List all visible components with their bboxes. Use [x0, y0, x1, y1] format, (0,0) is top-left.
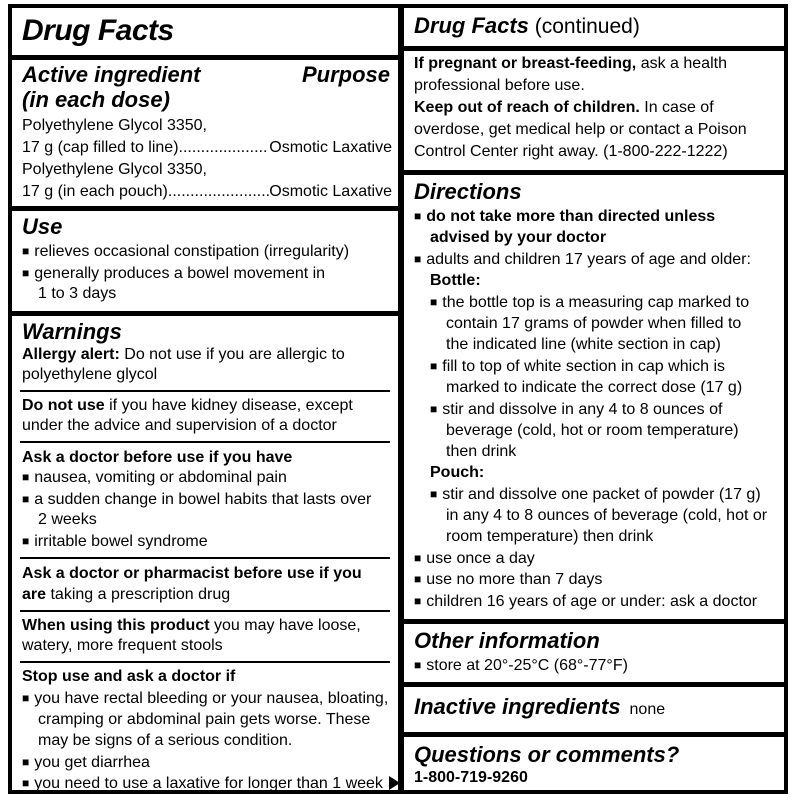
directions-heading: Directions	[414, 179, 522, 204]
pouch-item-continued: in any 4 to 8 ounces of beverage (cold, hot or	[446, 507, 768, 524]
divider	[20, 441, 390, 443]
divider	[12, 55, 398, 60]
right-column	[404, 8, 784, 790]
use-item-continued: 1 to 3 days	[38, 285, 117, 302]
ingredient-dose: 17 g (in each pouch)	[22, 183, 168, 200]
divider	[12, 206, 398, 211]
when-using: When using this product you may have loose,	[22, 617, 361, 634]
ingredient-purpose: Osmotic Laxative	[269, 183, 392, 200]
continued-arrow-icon	[389, 776, 400, 790]
inactive-ingredients-heading: Inactive ingredients	[414, 694, 621, 719]
do-not-use-continued: under the advice and supervision of a doctor	[22, 417, 337, 434]
divider	[20, 390, 390, 392]
allergy-alert-continued: polyethylene glycol	[22, 366, 158, 383]
use-heading: Use	[22, 214, 63, 239]
stop-use-item: ■ you need to use a laxative for longer than 1 week	[22, 774, 392, 794]
divider	[12, 311, 398, 316]
ask-pharmacist-continued: are taking a prescription drug	[22, 586, 231, 603]
stop-use-item: ■ you get diarrhea	[22, 753, 392, 773]
directions-item-continued: advised by your doctor	[430, 229, 607, 246]
drug-facts-panel	[8, 4, 788, 794]
divider	[404, 682, 784, 687]
bottle-item-continued: then drink	[446, 443, 517, 460]
drug-facts-title: Drug Facts	[22, 14, 174, 47]
stop-use-item-continued: may be signs of a serious condition.	[38, 732, 293, 749]
bottle-item-continued: beverage (cold, hot or room temperature)	[446, 422, 739, 439]
stop-use-item: ■ you have rectal bleeding or your nausea, bloating,	[22, 689, 392, 709]
ask-doctor-item: ■ a sudden change in bowel habits that lasts over	[22, 490, 392, 510]
poison-control-line: Control Center right away. (1-800-222-1222)	[414, 143, 728, 160]
ask-pharmacist-heading: Ask a doctor or pharmacist before use if you	[22, 565, 362, 582]
when-using-continued: watery, more frequent stools	[22, 637, 223, 654]
divider	[404, 46, 784, 51]
ingredient-line: Polyethylene Glycol 3350,	[22, 117, 207, 134]
bottle-item: ■ stir and dissolve in any 4 to 8 ounces of	[414, 400, 778, 420]
ingredient-dose-line	[22, 138, 392, 158]
pouch-item: ■ stir and dissolve one packet of powder (17 g)	[414, 485, 778, 505]
bottle-label: Bottle:	[430, 272, 481, 289]
bottle-item: ■ fill to top of white section in cap which is	[414, 357, 778, 377]
other-information-heading: Other information	[414, 628, 600, 653]
ask-doctor-item: ■ irritable bowel syndrome	[22, 532, 392, 552]
storage-item: ■ store at 20°-25°C (68°-77°F)	[414, 656, 778, 676]
purpose-heading: Purpose	[301, 62, 390, 87]
active-ingredient-heading: Active ingredient	[22, 62, 201, 87]
directions-item: ■ use once a day	[414, 549, 778, 569]
questions-heading: Questions or comments?	[414, 742, 680, 767]
left-column	[12, 8, 398, 790]
bottle-item: ■ the bottle top is a measuring cap marked to	[414, 293, 778, 313]
directions-item: ■ use no more than 7 days	[414, 570, 778, 590]
keep-out-of-reach: Keep out of reach of children. In case of	[414, 99, 714, 116]
bottle-item-continued: the indicated line (white section in cap)	[446, 336, 721, 353]
divider	[20, 557, 390, 559]
stop-use-heading: Stop use and ask a doctor if	[22, 668, 236, 685]
divider	[404, 619, 784, 624]
ingredient-dose-line	[22, 182, 392, 202]
questions-phone: 1-800-719-9260	[414, 769, 528, 786]
pregnancy-warning: If pregnant or breast-feeding, ask a health	[414, 55, 727, 72]
ask-doctor-item: ■ nausea, vomiting or abdominal pain	[22, 468, 392, 488]
ingredient-purpose: Osmotic Laxative	[269, 139, 392, 156]
use-item: ■ relieves occasional constipation (irregularity)	[22, 242, 392, 262]
ingredient-dose: 17 g (cap filled to line)	[22, 139, 179, 156]
divider	[20, 661, 390, 663]
directions-item: ■ adults and children 17 years of age and older:	[414, 250, 778, 270]
allergy-alert: Allergy alert: Do not use if you are allergic to	[22, 346, 345, 363]
pouch-item-continued: room temperature) then drink	[446, 528, 654, 545]
divider	[404, 170, 784, 175]
stop-use-item-continued: cramping or abdominal pain gets worse. These	[38, 711, 371, 728]
divider	[404, 732, 784, 737]
pouch-label: Pouch:	[430, 464, 485, 481]
keep-out-of-reach-continued: overdose, get medical help or contact a Poison	[414, 121, 747, 138]
active-ingredient-subheading: (in each dose)	[22, 87, 170, 112]
bottle-item-continued: marked to indicate the correct dose (17 g)	[446, 379, 743, 396]
divider	[20, 610, 390, 612]
ingredient-line: Polyethylene Glycol 3350,	[22, 161, 207, 178]
inactive-ingredients-value: none	[629, 701, 666, 718]
ask-doctor-item-continued: 2 weeks	[38, 511, 97, 528]
ask-doctor-heading: Ask a doctor before use if you have	[22, 449, 293, 466]
inactive-ingredients	[414, 695, 778, 720]
use-item: ■ generally produces a bowel movement in	[22, 264, 392, 284]
directions-item: ■ do not take more than directed unless	[414, 207, 778, 227]
pregnancy-warning-continued: professional before use.	[414, 77, 585, 94]
do-not-use: Do not use if you have kidney disease, except	[22, 397, 353, 414]
drug-facts-continued-title: Drug Facts (continued)	[414, 13, 640, 38]
bottle-item-continued: contain 17 grams of powder when filled to	[446, 315, 742, 332]
directions-item: ■ children 16 years of age or under: ask a doctor	[414, 592, 778, 612]
warnings-heading: Warnings	[22, 319, 122, 344]
